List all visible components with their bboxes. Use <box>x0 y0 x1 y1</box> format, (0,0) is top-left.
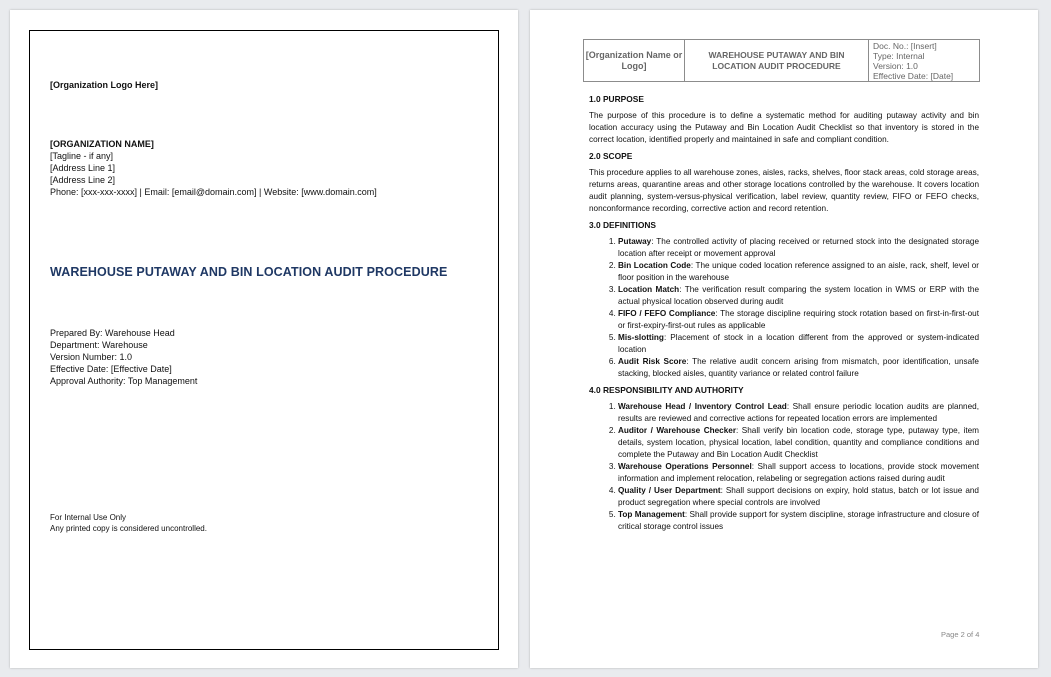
cover-title: WAREHOUSE PUTAWAY AND BIN LOCATION AUDIT PROCEDURE <box>50 265 448 279</box>
document-meta <box>50 327 197 387</box>
page-number: Page 2 of 4 <box>941 630 980 639</box>
header-type: Type: Internal <box>873 50 925 61</box>
header-version: Version: 1.0 <box>873 60 918 71</box>
address-line-1: [Address Line 1] <box>50 163 116 173</box>
prepared-by: Prepared By: Warehouse Head <box>50 328 175 338</box>
header-doc-info <box>869 40 979 81</box>
department: Department: Warehouse <box>50 340 148 350</box>
contact-line: Phone: [xxx-xxx-xxxx] | Email: [email@domain.com] | Website: [www.domain.com] <box>50 187 377 197</box>
role-term: Quality / User Department <box>618 486 721 495</box>
content-page <box>530 10 1038 668</box>
definition-term: Mis-slotting <box>618 333 664 342</box>
role-term: Warehouse Operations Personnel <box>618 462 752 471</box>
role-text: : Shall verify bin location code, storage type, putaway type, item details, system location, physical location, label condition, quantity and compliance conditions and complete the Putaway and Bin Location Audit Checklist <box>618 426 979 459</box>
cover-footer <box>50 512 207 534</box>
organization-name: [ORGANIZATION NAME] <box>50 139 154 149</box>
role-term: Warehouse Head / Inventory Control Lead <box>618 402 787 411</box>
definition-text: : The relative audit concern arising from mismatch, poor identification, unsafe stacking, blocked aisles, quantity variance or related control failure <box>618 357 979 378</box>
purpose-heading: 1.0 PURPOSE <box>589 94 644 104</box>
list-item <box>618 308 979 332</box>
header-title: WAREHOUSE PUTAWAY AND BIN LOCATION AUDIT PROCEDURE <box>685 40 869 81</box>
uncontrolled-note: Any printed copy is considered uncontrolled. <box>50 524 207 533</box>
list-item <box>618 260 979 284</box>
role-text: : Shall support decisions on expiry, hold status, batch or lot issue and product segregation where special controls are involved <box>618 486 979 507</box>
scope-heading: 2.0 SCOPE <box>589 151 633 161</box>
list-item <box>618 236 979 260</box>
organization-block <box>50 138 377 198</box>
definition-term: Location Match <box>618 285 680 294</box>
address-line-2: [Address Line 2] <box>50 175 116 185</box>
role-term: Top Management <box>618 510 685 519</box>
scope-text: This procedure applies to all warehouse zones, aisles, racks, shelves, floor stack areas, cold storage areas, returns areas, quarantine areas and other storage locations controlled by the warehouse. It covers location audit planning, system-versus-physical verification, label review, quantity review, FIFO or FEFO checks, nonconformance recording, corrective action and record retention. <box>589 168 979 213</box>
definitions-heading: 3.0 DEFINITIONS <box>589 220 657 230</box>
role-text: : Shall support access to locations, provide stock movement information and implement relocation, relabeling or segregation actions raised during audit <box>618 462 979 483</box>
definition-term: Bin Location Code <box>618 261 691 270</box>
definition-text: : The unique coded location reference assigned to an aisle, rack, shelf, level or floor position in the warehouse <box>618 261 979 282</box>
definitions-list <box>589 236 979 380</box>
version-number: Version Number: 1.0 <box>50 352 133 362</box>
definition-text: : The controlled activity of placing received or returned stock into the designated storage location after receipt or movement approval <box>618 237 979 258</box>
definition-text: : The verification result comparing the system location in WMS or ERP with the actual physical location observed during audit <box>618 285 979 306</box>
list-item <box>618 284 979 308</box>
definition-text: : Placement of stock in a location different from the approved or system-indicated location <box>618 333 979 354</box>
list-item <box>618 425 979 461</box>
internal-use-note: For Internal Use Only <box>50 513 127 522</box>
definition-term: Putaway <box>618 237 652 246</box>
header-organization: [Organization Name or Logo] <box>584 40 685 81</box>
responsibility-list <box>589 401 979 533</box>
approval-authority: Approval Authority: Top Management <box>50 376 198 386</box>
document-header-table <box>583 39 980 82</box>
document-body <box>589 94 979 538</box>
definition-term: FIFO / FEFO Compliance <box>618 309 716 318</box>
definition-text: : The storage discipline requiring stock rotation based on first-in-first-out or first-expiry-first-out rules as applicable <box>618 309 979 330</box>
responsibility-heading: 4.0 RESPONSIBILITY AND AUTHORITY <box>589 385 744 395</box>
definition-term: Audit Risk Score <box>618 357 687 366</box>
tagline: [Tagline - if any] <box>50 151 114 161</box>
organization-logo-placeholder: [Organization Logo Here] <box>50 80 158 90</box>
header-doc-no: Doc. No.: [Insert] <box>873 40 937 51</box>
list-item <box>618 401 979 425</box>
role-text: : Shall provide support for system discipline, storage infrastructure and closure of critical storage control issues <box>618 510 980 531</box>
effective-date: Effective Date: [Effective Date] <box>50 364 172 374</box>
role-text: : Shall ensure periodic location audits are planned, results are reviewed and corrective actions for repeated location errors are implemented <box>618 402 979 423</box>
role-term: Auditor / Warehouse Checker <box>618 426 737 435</box>
list-item <box>618 332 979 356</box>
list-item <box>618 356 979 380</box>
cover-page <box>10 10 518 668</box>
list-item <box>618 461 979 485</box>
list-item <box>618 509 979 533</box>
list-item <box>618 485 979 509</box>
purpose-text: The purpose of this procedure is to define a systematic method for auditing putaway activity and bin location accuracy using the Putaway and Bin Location Audit Checklist so that inventory is stored in the correct location, identified properly and maintained in safe and compliant condition. <box>589 111 979 144</box>
header-effective-date: Effective Date: [Date] <box>873 70 954 81</box>
